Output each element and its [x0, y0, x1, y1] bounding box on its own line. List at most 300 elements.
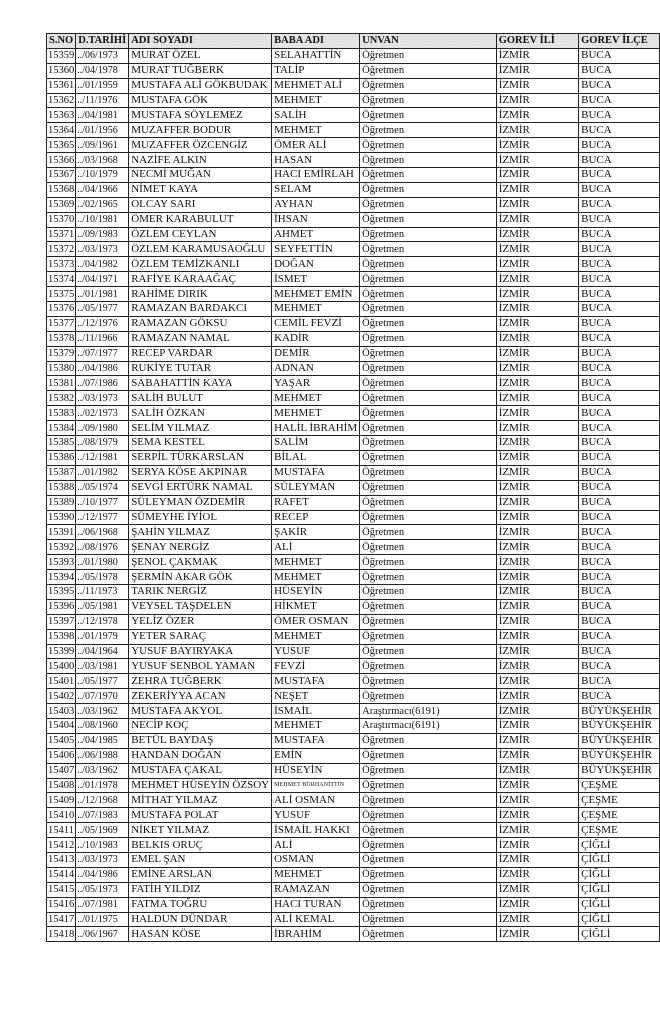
table-row: [47, 495, 660, 510]
cell-birth-date: ../04/1982: [76, 257, 129, 272]
cell-province: İZMİR: [496, 391, 578, 406]
cell-father-name: HALİL İBRAHİM: [272, 421, 360, 436]
cell-father-name: AHMET: [272, 227, 360, 242]
cell-province: İZMİR: [496, 287, 578, 302]
table-row: [47, 763, 660, 778]
table-row: [47, 882, 660, 897]
cell-father-name: İBRAHİM: [272, 927, 360, 942]
cell-birth-date: ../04/1986: [76, 867, 129, 882]
table-row: [47, 510, 660, 525]
cell-title: Öğretmen: [360, 257, 497, 272]
cell-title: Öğretmen: [360, 436, 497, 451]
cell-birth-date: ../03/1962: [76, 704, 129, 719]
cell-sno: 15369: [48, 199, 75, 211]
cell-sno: 15402: [48, 690, 75, 702]
cell-district: BUCA: [579, 287, 660, 302]
cell-sno: 15370: [48, 214, 75, 226]
personnel-table: [46, 33, 660, 942]
cell-district: BUCA: [579, 272, 660, 287]
cell-district: BUCA: [579, 436, 660, 451]
table-header-row: [47, 34, 660, 49]
cell-province: İZMİR: [496, 808, 578, 823]
cell-province: İZMİR: [496, 78, 578, 93]
cell-district: BUCA: [579, 153, 660, 168]
cell-birth-date: ../03/1968: [76, 153, 129, 168]
cell-birth-date: ../06/1968: [76, 525, 129, 540]
cell-province: İZMİR: [496, 450, 578, 465]
cell-sno: 15407: [48, 765, 75, 777]
table-row: [47, 927, 660, 942]
cell-father-name: FEVZİ: [272, 659, 360, 674]
cell-birth-date: ../10/1977: [76, 495, 129, 510]
cell-district: BUCA: [579, 465, 660, 480]
cell-full-name: ŞENAY NERGİZ: [129, 540, 272, 555]
table-row: [47, 480, 660, 495]
cell-province: İZMİR: [496, 882, 578, 897]
cell-full-name: RAMAZAN GÖKSU: [129, 316, 272, 331]
cell-title: Öğretmen: [360, 391, 497, 406]
cell-father-name: RECEP: [272, 510, 360, 525]
cell-district: BUCA: [579, 570, 660, 585]
cell-province: İZMİR: [496, 525, 578, 540]
cell-district: ÇİĞLİ: [579, 838, 660, 853]
cell-title: Öğretmen: [360, 182, 497, 197]
cell-district: ÇİĞLİ: [579, 867, 660, 882]
cell-district: BUCA: [579, 644, 660, 659]
cell-sno: 15397: [48, 616, 75, 628]
cell-district: BUCA: [579, 510, 660, 525]
cell-birth-date: ../08/1960: [76, 718, 129, 733]
cell-district: ÇİĞLİ: [579, 912, 660, 927]
table-row: [47, 48, 660, 63]
cell-full-name: ÖZLEM CEYLAN: [129, 227, 272, 242]
cell-birth-date: ../04/1964: [76, 644, 129, 659]
cell-sno: 15404: [48, 720, 75, 732]
cell-province: İZMİR: [496, 480, 578, 495]
cell-sno: 15391: [48, 526, 75, 538]
cell-title: Öğretmen: [360, 123, 497, 138]
cell-father-name: RAFET: [272, 495, 360, 510]
cell-district: ÇİĞLİ: [579, 897, 660, 912]
cell-province: İZMİR: [496, 674, 578, 689]
table-row: [47, 302, 660, 317]
cell-father-name: İSMAİL HAKKI: [272, 823, 360, 838]
cell-sno: 15400: [48, 660, 75, 672]
cell-sno: 15405: [48, 735, 75, 747]
cell-province: İZMİR: [496, 376, 578, 391]
cell-sno: 15414: [48, 869, 75, 881]
table-row: [47, 138, 660, 153]
table-row: [47, 242, 660, 257]
cell-district: BUCA: [579, 138, 660, 153]
cell-birth-date: ../04/1985: [76, 733, 129, 748]
cell-title: Öğretmen: [360, 331, 497, 346]
cell-district: ÇEŞME: [579, 778, 660, 793]
cell-title: Öğretmen: [360, 614, 497, 629]
cell-sno: 15390: [48, 511, 75, 523]
cell-title: Öğretmen: [360, 78, 497, 93]
cell-district: BUCA: [579, 674, 660, 689]
cell-district: ÇEŞME: [579, 823, 660, 838]
cell-district: BUCA: [579, 168, 660, 183]
cell-birth-date: ../12/1968: [76, 793, 129, 808]
cell-full-name: EMEL ŞAN: [129, 852, 272, 867]
cell-title: Öğretmen: [360, 316, 497, 331]
cell-province: İZMİR: [496, 138, 578, 153]
cell-full-name: HASAN KÖSE: [129, 927, 272, 942]
cell-birth-date: ../10/1983: [76, 838, 129, 853]
cell-province: İZMİR: [496, 421, 578, 436]
cell-province: İZMİR: [496, 197, 578, 212]
cell-birth-date: ../05/1977: [76, 674, 129, 689]
table-row: [47, 659, 660, 674]
cell-district: BUCA: [579, 108, 660, 123]
cell-district: BUCA: [579, 331, 660, 346]
cell-title: Öğretmen: [360, 108, 497, 123]
cell-full-name: SERYA KÖSE AKPINAR: [129, 465, 272, 480]
cell-sno: 15399: [48, 645, 75, 657]
cell-full-name: FATMA TOĞRU: [129, 897, 272, 912]
cell-province: İZMİR: [496, 614, 578, 629]
table-row: [47, 212, 660, 227]
cell-full-name: HALDUN DÜNDAR: [129, 912, 272, 927]
cell-full-name: BETÜL BAYDAŞ: [129, 733, 272, 748]
cell-province: İZMİR: [496, 763, 578, 778]
cell-father-name: ALİ KEMAL: [272, 912, 360, 927]
table-row: [47, 644, 660, 659]
table-row: [47, 570, 660, 585]
cell-full-name: RAMAZAN NAMAL: [129, 331, 272, 346]
cell-full-name: NİMET KAYA: [129, 182, 272, 197]
cell-province: İZMİR: [496, 510, 578, 525]
cell-birth-date: ../09/1961: [76, 138, 129, 153]
cell-title: Öğretmen: [360, 138, 497, 153]
header-father-name: BABA ADI: [272, 34, 360, 49]
cell-district: ÇİĞLİ: [579, 927, 660, 942]
cell-birth-date: ../05/1978: [76, 570, 129, 585]
cell-birth-date: ../04/1978: [76, 63, 129, 78]
cell-title: Öğretmen: [360, 689, 497, 704]
cell-father-name: İSMAİL: [272, 704, 360, 719]
cell-father-name: MUSTAFA: [272, 733, 360, 748]
cell-full-name: OLCAY SARI: [129, 197, 272, 212]
table-row: [47, 450, 660, 465]
cell-father-name: DOĞAN: [272, 257, 360, 272]
cell-birth-date: ../07/1977: [76, 346, 129, 361]
cell-province: İZMİR: [496, 331, 578, 346]
cell-province: İZMİR: [496, 465, 578, 480]
cell-father-name: SELAHATTİN: [272, 48, 360, 63]
cell-father-name: MEHMET BÜRHANİTTİN: [272, 778, 360, 793]
cell-district: BUCA: [579, 376, 660, 391]
cell-title: Öğretmen: [360, 361, 497, 376]
cell-birth-date: ../01/1979: [76, 629, 129, 644]
cell-title: Öğretmen: [360, 63, 497, 78]
header-district: GOREV İLÇE: [579, 34, 660, 49]
cell-birth-date: ../01/1956: [76, 123, 129, 138]
cell-district: BUCA: [579, 93, 660, 108]
cell-district: BUCA: [579, 540, 660, 555]
cell-title: Öğretmen: [360, 599, 497, 614]
cell-sno: 15367: [48, 169, 75, 181]
cell-full-name: SÜLEYMAN ÖZDEMİR: [129, 495, 272, 510]
cell-sno: 15379: [48, 348, 75, 360]
cell-province: İZMİR: [496, 897, 578, 912]
cell-full-name: ÖZLEM TEMİZKANLI: [129, 257, 272, 272]
table-row: [47, 331, 660, 346]
cell-sno: 15417: [48, 913, 75, 925]
cell-birth-date: ../05/1977: [76, 302, 129, 317]
cell-province: İZMİR: [496, 927, 578, 942]
cell-title: Öğretmen: [360, 376, 497, 391]
table-row: [47, 525, 660, 540]
cell-sno: 15383: [48, 407, 75, 419]
cell-district: BÜYÜKŞEHİR: [579, 763, 660, 778]
table-row: [47, 421, 660, 436]
cell-full-name: HANDAN DOĞAN: [129, 748, 272, 763]
cell-full-name: ŞENOL ÇAKMAK: [129, 555, 272, 570]
cell-father-name: MEHMET EMİN: [272, 287, 360, 302]
cell-father-name: HÜSEYİN: [272, 763, 360, 778]
table-row: [47, 63, 660, 78]
cell-full-name: MUSTAFA AKYOL: [129, 704, 272, 719]
cell-title: Öğretmen: [360, 272, 497, 287]
cell-title: Öğretmen: [360, 480, 497, 495]
table-row: [47, 346, 660, 361]
cell-father-name: MEHMET: [272, 302, 360, 317]
cell-full-name: MUZAFFER ÖZCENGİZ: [129, 138, 272, 153]
table-row: [47, 406, 660, 421]
cell-title: Öğretmen: [360, 450, 497, 465]
cell-birth-date: ../03/1973: [76, 391, 129, 406]
cell-province: İZMİR: [496, 272, 578, 287]
cell-birth-date: ../02/1965: [76, 197, 129, 212]
header-full-name: ADI SOYADI: [129, 34, 272, 49]
cell-father-name: ÖMER OSMAN: [272, 614, 360, 629]
cell-father-name: MUSTAFA: [272, 674, 360, 689]
cell-full-name: MUSTAFA ÇAKAL: [129, 763, 272, 778]
cell-province: İZMİR: [496, 346, 578, 361]
cell-province: İZMİR: [496, 584, 578, 599]
cell-title: Öğretmen: [360, 912, 497, 927]
cell-sno: 15362: [48, 95, 75, 106]
cell-province: İZMİR: [496, 689, 578, 704]
cell-title: Öğretmen: [360, 584, 497, 599]
cell-title: Öğretmen: [360, 287, 497, 302]
cell-full-name: NAZİFE ALKIN: [129, 153, 272, 168]
cell-province: İZMİR: [496, 361, 578, 376]
cell-title: Öğretmen: [360, 927, 497, 942]
cell-title: Öğretmen: [360, 570, 497, 585]
table-row: [47, 867, 660, 882]
cell-title: Öğretmen: [360, 540, 497, 555]
table-row: [47, 436, 660, 451]
cell-full-name: ZEKERİYYA ACAN: [129, 689, 272, 704]
cell-province: İZMİR: [496, 212, 578, 227]
header-birth-date: D.TARİHİ: [76, 34, 129, 49]
cell-title: Öğretmen: [360, 882, 497, 897]
cell-full-name: RAMAZAN BARDAKCI: [129, 302, 272, 317]
cell-father-name: YUSUF: [272, 808, 360, 823]
cell-sno: 15387: [48, 467, 75, 479]
cell-full-name: MUSTAFA SÖYLEMEZ: [129, 108, 272, 123]
cell-father-name: YUSUF: [272, 644, 360, 659]
cell-father-name: NEŞET: [272, 689, 360, 704]
cell-sno: 15366: [48, 154, 75, 166]
cell-district: ÇEŞME: [579, 808, 660, 823]
cell-title: Öğretmen: [360, 808, 497, 823]
table-row: [47, 793, 660, 808]
cell-father-name: MEHMET: [272, 123, 360, 138]
cell-province: İZMİR: [496, 867, 578, 882]
cell-district: BUCA: [579, 659, 660, 674]
cell-birth-date: ../09/1980: [76, 421, 129, 436]
cell-full-name: RUKİYE TUTAR: [129, 361, 272, 376]
cell-province: İZMİR: [496, 659, 578, 674]
cell-district: BUCA: [579, 555, 660, 570]
cell-birth-date: ../12/1978: [76, 614, 129, 629]
cell-sno: 15363: [48, 109, 75, 121]
cell-father-name: HACI TURAN: [272, 897, 360, 912]
cell-province: İZMİR: [496, 823, 578, 838]
cell-sno: 15377: [48, 318, 75, 330]
cell-father-name: CEMİL FEVZİ: [272, 316, 360, 331]
cell-district: BUCA: [579, 689, 660, 704]
cell-province: İZMİR: [496, 570, 578, 585]
cell-sno: 15386: [48, 452, 75, 464]
cell-father-name: ALİ: [272, 838, 360, 853]
cell-district: BUCA: [579, 182, 660, 197]
cell-province: İZMİR: [496, 153, 578, 168]
table-row: [47, 718, 660, 733]
table-row: [47, 733, 660, 748]
cell-province: İZMİR: [496, 644, 578, 659]
cell-district: ÇİĞLİ: [579, 852, 660, 867]
cell-father-name: MEHMET: [272, 867, 360, 882]
cell-district: BUCA: [579, 227, 660, 242]
cell-district: BÜYÜKŞEHİR: [579, 733, 660, 748]
cell-province: İZMİR: [496, 838, 578, 853]
cell-title: Öğretmen: [360, 674, 497, 689]
cell-father-name: MEHMET ALİ: [272, 78, 360, 93]
header-title: UNVAN: [360, 34, 497, 49]
cell-birth-date: ../08/1979: [76, 436, 129, 451]
cell-full-name: ÖZLEM KARAMUSAOĞLU: [129, 242, 272, 257]
cell-father-name: HACI EMİRLAH: [272, 168, 360, 183]
cell-father-name: TALİP: [272, 63, 360, 78]
cell-district: BUCA: [579, 495, 660, 510]
cell-father-name: AYHAN: [272, 197, 360, 212]
cell-father-name: MEHMET: [272, 406, 360, 421]
cell-sno: 15359: [48, 50, 75, 62]
cell-province: İZMİR: [496, 108, 578, 123]
table-row: [47, 808, 660, 823]
cell-birth-date: ../04/1966: [76, 182, 129, 197]
table-row: [47, 272, 660, 287]
cell-full-name: MUSTAFA GÖK: [129, 93, 272, 108]
cell-birth-date: ../08/1976: [76, 540, 129, 555]
cell-title: Öğretmen: [360, 838, 497, 853]
cell-district: BUCA: [579, 629, 660, 644]
cell-title: Öğretmen: [360, 421, 497, 436]
cell-sno: 15406: [48, 750, 75, 762]
table-row: [47, 78, 660, 93]
cell-father-name: SALİM: [272, 436, 360, 451]
cell-birth-date: ../05/1981: [76, 599, 129, 614]
table-row: [47, 852, 660, 867]
table-row: [47, 123, 660, 138]
cell-province: İZMİR: [496, 63, 578, 78]
cell-district: BUCA: [579, 361, 660, 376]
cell-full-name: SELİM YILMAZ: [129, 421, 272, 436]
cell-title: Öğretmen: [360, 867, 497, 882]
cell-district: BUCA: [579, 63, 660, 78]
cell-sno: 15418: [48, 928, 75, 940]
cell-district: BUCA: [579, 584, 660, 599]
cell-district: BUCA: [579, 302, 660, 317]
cell-province: İZMİR: [496, 912, 578, 927]
cell-full-name: RAHİME DIRIK: [129, 287, 272, 302]
cell-sno: 15389: [48, 497, 75, 509]
cell-sno: 15360: [48, 65, 75, 77]
cell-sno: 15408: [48, 779, 75, 791]
cell-title: Öğretmen: [360, 302, 497, 317]
cell-sno: 15364: [48, 124, 75, 136]
cell-full-name: ŞAHİN YILMAZ: [129, 525, 272, 540]
cell-sno: 15409: [48, 794, 75, 806]
cell-district: BÜYÜKŞEHİR: [579, 718, 660, 733]
cell-father-name: RAMAZAN: [272, 882, 360, 897]
cell-title: Öğretmen: [360, 93, 497, 108]
cell-title: Öğretmen: [360, 212, 497, 227]
cell-sno: 15384: [48, 422, 75, 434]
cell-father-name: İSMET: [272, 272, 360, 287]
table-row: [47, 540, 660, 555]
cell-full-name: YUSUF SENBOL YAMAN: [129, 659, 272, 674]
table-body: [47, 48, 660, 941]
table-row: [47, 599, 660, 614]
cell-title: Öğretmen: [360, 778, 497, 793]
cell-father-name: MEHMET: [272, 391, 360, 406]
table-row: [47, 153, 660, 168]
table-row: [47, 704, 660, 719]
table-row: [47, 748, 660, 763]
cell-birth-date: ../06/1988: [76, 748, 129, 763]
cell-birth-date: ../07/1986: [76, 376, 129, 391]
cell-province: İZMİR: [496, 793, 578, 808]
cell-district: BUCA: [579, 78, 660, 93]
cell-full-name: SEVGİ ERTÜRK NAMAL: [129, 480, 272, 495]
cell-province: İZMİR: [496, 302, 578, 317]
cell-district: BUCA: [579, 346, 660, 361]
cell-district: BUCA: [579, 450, 660, 465]
cell-title: Öğretmen: [360, 748, 497, 763]
cell-title: Öğretmen: [360, 510, 497, 525]
table-row: [47, 838, 660, 853]
cell-title: Öğretmen: [360, 525, 497, 540]
cell-full-name: ŞERMİN AKAR GÖK: [129, 570, 272, 585]
table-row: [47, 689, 660, 704]
cell-full-name: SÜMEYHE İYİOL: [129, 510, 272, 525]
cell-birth-date: ../09/1983: [76, 227, 129, 242]
table-row: [47, 778, 660, 793]
cell-title: Öğretmen: [360, 346, 497, 361]
cell-sno: 15395: [48, 586, 75, 598]
cell-birth-date: ../12/1976: [76, 316, 129, 331]
cell-title: Öğretmen: [360, 555, 497, 570]
cell-father-name: HÜSEYİN: [272, 584, 360, 599]
table-row: [47, 316, 660, 331]
